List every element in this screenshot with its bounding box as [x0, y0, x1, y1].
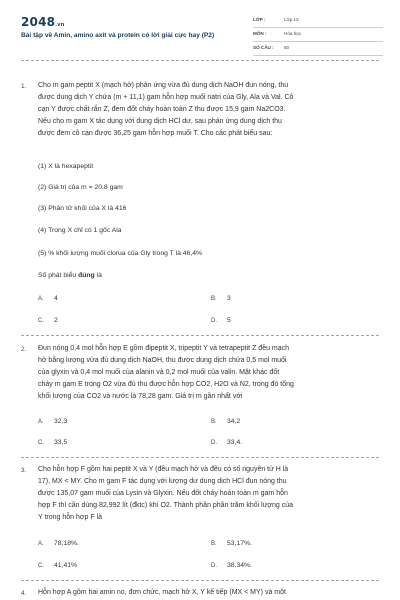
- meta-subject-row: [253, 29, 383, 42]
- question-2-number: 2.: [21, 346, 27, 353]
- question-1-number: 1.: [21, 83, 27, 90]
- meta-class-row: [253, 15, 383, 28]
- option-letter: A.: [38, 419, 44, 425]
- stem-line: được 135,07 gam muối của Lysin và Glyxin. Nếu đốt cháy hoàn toàn m gam hỗn: [38, 490, 288, 497]
- option-letter: A.: [38, 296, 44, 302]
- option-text: 32,3: [54, 418, 68, 425]
- document-meta: [253, 15, 383, 57]
- meta-count-label: SỐ CÂU :: [253, 45, 274, 50]
- question-2-option-d[interactable]: [211, 439, 242, 446]
- statement-5: (5) % khối lượng muối clorua của Gly trong T là 46,4%: [38, 250, 203, 257]
- question-3-stem: [38, 464, 380, 524]
- stem-line: [38, 116, 380, 128]
- stem-line: hở bằng lượng vừa đủ dung dịch NaOH, thu được dung dịch chứa 0,5 mol muối: [38, 357, 287, 364]
- prompt-prefix: Số phát biểu: [38, 272, 79, 279]
- stem-line: [38, 104, 380, 116]
- option-text: 4: [54, 295, 58, 302]
- stem-line: Y trong hỗn hợp F là: [38, 514, 103, 521]
- stem-line: khối lượng của CO2 và nước là 78,28 gam. Giá trị m gần nhất với: [38, 393, 243, 400]
- question-3-option-b[interactable]: [211, 540, 252, 547]
- option-letter: B.: [211, 541, 217, 547]
- question-divider: [21, 335, 379, 336]
- option-text: 53,17%.: [227, 540, 252, 547]
- question-1-option-d[interactable]: [211, 317, 231, 324]
- question-divider: [21, 580, 379, 581]
- meta-class-label: LỚP :: [253, 17, 266, 22]
- stem-line-text: được đem cô cạn được 36,25 gam hỗn hợp muối T. Cho các phát biểu sau:: [38, 130, 273, 137]
- question-1-prompt: [38, 272, 102, 279]
- stem-line: Đun nóng 0,4 mol hỗn hợp E gồm đipeptit X, tripeptit Y và tetrapeptit Z đều mạch: [38, 345, 290, 352]
- option-text: 33,4.: [227, 439, 243, 446]
- question-2-option-c[interactable]: [38, 439, 67, 446]
- prompt-emphasis: đúng: [78, 272, 95, 279]
- question-divider: [21, 457, 379, 458]
- question-list: [0, 60, 400, 600]
- question-3-option-c[interactable]: [38, 562, 77, 569]
- option-letter: C.: [38, 318, 44, 324]
- stem-line: Hỗn hợp A gồm hai amin no, đơn chức, mạch hở X, Y kế tiếp (MX < MY) và một: [38, 589, 286, 596]
- question-3-option-a[interactable]: [38, 540, 79, 547]
- option-letter: A.: [38, 541, 44, 547]
- document-header: [0, 0, 400, 60]
- question-3-number: 3.: [21, 467, 27, 474]
- stem-line-text: Cho m gam peptit X (mạch hở) phản ứng vừa đủ dung dịch NaOH đun nóng, thu: [38, 82, 289, 89]
- stem-line: cháy m gam E trong O2 vừa đủ thu được hỗn hợp CO2, H2O và N2, trong đó tổng: [38, 381, 294, 388]
- question-2-option-a[interactable]: [38, 418, 67, 425]
- option-text: 78,18%.: [54, 540, 79, 547]
- stem-line-text: cạn Y được chất rắn Z, đem đốt cháy hoàn toàn Z thu được 15,9 gam Na2CO3.: [38, 106, 286, 113]
- statement-2: (2) Giá trị của m = 20,8 gam: [38, 184, 123, 191]
- question-1-option-b[interactable]: [211, 295, 231, 302]
- option-text: 34,2: [227, 418, 241, 425]
- meta-subject-label: MÔN :: [253, 31, 267, 36]
- option-text: 5: [227, 317, 231, 324]
- statement-4: (4) Trong X chỉ có 1 gốc Ala: [38, 227, 122, 234]
- meta-count-row: [253, 43, 383, 56]
- question-2-option-b[interactable]: [211, 418, 240, 425]
- stem-line: [38, 92, 380, 104]
- option-letter: D.: [211, 318, 217, 324]
- stem-line-text: Nếu cho m gam X tác dụng với dung dịch HCl dư, sau phản ứng dung dịch thu: [38, 118, 282, 125]
- question-1-option-a[interactable]: [38, 295, 58, 302]
- option-letter: D.: [211, 440, 217, 446]
- option-text: 3: [227, 295, 231, 302]
- option-letter: B.: [211, 296, 217, 302]
- site-logo[interactable]: 2048.vn: [21, 15, 65, 29]
- option-letter: C.: [38, 563, 44, 569]
- section-divider: [21, 60, 379, 61]
- question-1-option-c[interactable]: [38, 317, 58, 324]
- statement-1: (1) X là hexapeptit: [38, 163, 94, 170]
- stem-line: [38, 128, 380, 140]
- stem-line: [38, 80, 380, 92]
- prompt-suffix: là: [94, 272, 102, 279]
- option-text: 33,5: [54, 439, 68, 446]
- option-text: 38,34%.: [227, 562, 252, 569]
- option-letter: B.: [211, 419, 217, 425]
- stem-line: của glyxin và 0,4 mol muối của alanin và 0,2 mol muối của valin. Mặt khác đốt: [38, 369, 280, 376]
- document-title: Bài tập về Amin, amino axit và protein có lời giải cực hay (P2): [21, 32, 215, 39]
- option-letter: D.: [211, 563, 217, 569]
- option-letter: C.: [38, 440, 44, 446]
- question-2-stem: [38, 343, 380, 403]
- meta-subject-value: Hóa học: [284, 31, 302, 36]
- option-text: 2: [54, 317, 58, 324]
- meta-class-value: Lớp 12: [284, 17, 299, 22]
- stem-line: Cho hỗn hợp F gồm hai peptit X và Y (đều mạch hở và đều có số nguyên tử H là: [38, 466, 289, 473]
- question-4-stem: [38, 587, 380, 599]
- option-text: 41,41%: [54, 562, 78, 569]
- stem-line: 17), MX < MY. Cho m gam F tác dụng với lượng dư dung dịch HCl đun nóng thu: [38, 478, 287, 485]
- question-4-number: 4.: [21, 590, 27, 597]
- question-1-stem: [38, 80, 380, 140]
- stem-line-text: được dung dịch Y chứa (m + 11,1) gam hỗn hợp muối natri của Gly, Ala và Val. Cô: [38, 94, 294, 101]
- stem-line: hợp F thì cần dùng 82,992 lít (đktc) khí O2. Thành phần phần trăm khối lượng của: [38, 502, 293, 509]
- question-3-option-d[interactable]: [211, 562, 252, 569]
- statement-3: (3) Phân tử khối của X là 416: [38, 205, 127, 212]
- meta-count-value: 50: [284, 45, 290, 50]
